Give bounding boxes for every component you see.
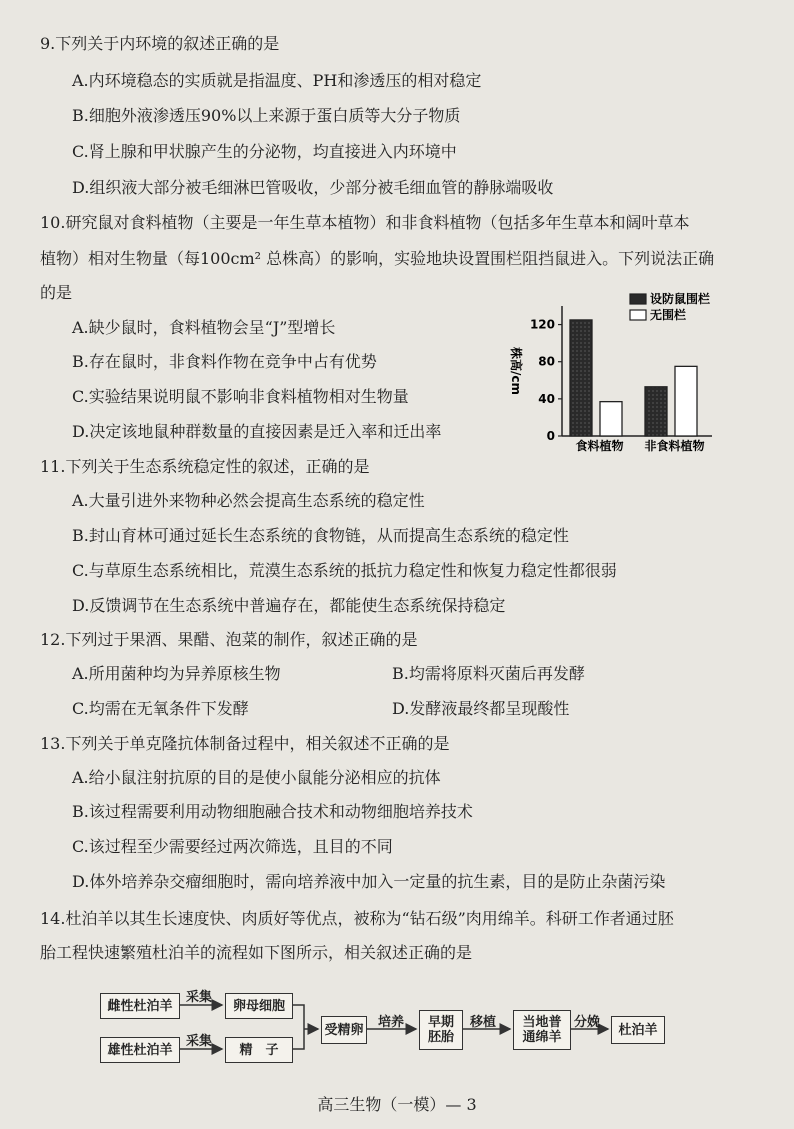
collect-label-top: 采集 — [186, 990, 213, 1005]
q10-stem-line1: 10.研究鼠对食料植物（主要是一年生草本植物）和非食料植物（包括多年生草本和阔叶草本 — [40, 213, 690, 232]
q13-option-c: C.该过程至少需要经过两次筛选，且目的不同 — [72, 837, 393, 856]
q11-option-b: B.封山育林可通过延长生态系统的食物链，从而提高生态系统的稳定性 — [72, 526, 569, 545]
category-label-0: 食料植物 — [575, 439, 624, 453]
legend-label-0: 设防鼠围栏 — [650, 292, 711, 306]
q12-stem: 12.下列过于果酒、果醋、泡菜的制作，叙述正确的是 — [40, 630, 418, 649]
page-footer: 高三生物（一模）— 3 — [317, 1095, 477, 1114]
q10-option-c: C.实验结果说明鼠不影响非食料植物相对生物量 — [72, 387, 409, 406]
early-embryo-box: 早期 胚胎 — [419, 1010, 463, 1050]
y-tick-label: 120 — [529, 317, 555, 332]
birth-label: 分娩 — [574, 1015, 601, 1030]
q10-option-d: D.决定该地鼠种群数量的直接因素是迁入率和迁出率 — [72, 422, 442, 441]
male-dorper-box: 雄性杜泊羊 — [100, 1037, 180, 1063]
legend-label-1: 无围栏 — [650, 308, 687, 322]
q9-option-c: C.肾上腺和甲状腺产生的分泌物，均直接进入内环境中 — [72, 142, 457, 161]
q10-option-a: A.缺少鼠时，食料植物会呈“J”型增长 — [72, 318, 336, 337]
q10-stem-line3: 的是 — [40, 283, 73, 302]
q11-option-a: A.大量引进外来物种必然会提高生态系统的稳定性 — [72, 491, 425, 510]
q13-option-b: B.该过程需要利用动物细胞融合技术和动物细胞培养技术 — [72, 802, 473, 821]
q12-option-d: D.发酵液最终都呈现酸性 — [392, 699, 570, 718]
culture-label: 培养 — [378, 1015, 405, 1030]
q10-option-b: B.存在鼠时，非食料作物在竞争中占有优势 — [72, 352, 377, 371]
q12-option-a: A.所用菌种均为异养原核生物 — [72, 664, 281, 683]
category-label-1: 非食料植物 — [644, 439, 705, 453]
q14-stem-line1: 14.杜泊羊以其生长速度快、肉质好等优点，被称为“钻石级”肉用绵羊。科研工作者通过胚 — [40, 909, 674, 928]
oocyte-box: 卵母细胞 — [225, 993, 293, 1019]
q14-stem-line2: 胎工程快速繁殖杜泊羊的流程如下图所示，相关叙述正确的是 — [40, 943, 473, 962]
dorper-result-box: 杜泊羊 — [611, 1016, 665, 1044]
q13-stem: 13.下列关于单克隆抗体制备过程中，相关叙述不正确的是 — [40, 734, 450, 753]
transplant-label: 移植 — [470, 1015, 497, 1030]
bracket-join — [292, 1005, 304, 1049]
collect-label-bottom: 采集 — [186, 1034, 213, 1049]
q10-stem-line2: 植物）相对生物量（每100cm² 总株高）的影响，实验地块设置围栏阻挡鼠进入。下列说法正确 — [40, 249, 715, 268]
q11-option-d: D.反馈调节在生态系统中普遍存在，都能使生态系统保持稳定 — [72, 596, 506, 615]
q9-stem: 9.下列关于内环境的叙述正确的是 — [40, 34, 280, 53]
y-tick-label: 40 — [538, 391, 555, 406]
y-tick-label: 80 — [538, 354, 555, 369]
zygote-box: 受精卵 — [321, 1016, 367, 1044]
q12-option-c: C.均需在无氧条件下发酵 — [72, 699, 249, 718]
female-dorper-box: 雌性杜泊羊 — [100, 993, 180, 1019]
q9-option-a: A.内环境稳态的实质就是指温度、PH和渗透压的相对稳定 — [72, 71, 482, 90]
q9-option-b: B.细胞外液渗透压90%以上来源于蛋白质等大分子物质 — [72, 106, 461, 125]
q11-option-c: C.与草原生态系统相比，荒漠生态系统的抵抗力稳定性和恢复力稳定性都很弱 — [72, 561, 617, 580]
y-axis-label: 株高/cm — [509, 346, 523, 396]
q13-option-d: D.体外培养杂交瘤细胞时，需向培养液中加入一定量的抗生素，目的是防止杂菌污染 — [72, 872, 666, 891]
sperm-box: 精 子 — [225, 1037, 293, 1063]
q12-option-b: B.均需将原料灭菌后再发酵 — [392, 664, 585, 683]
q11-stem: 11.下列关于生态系统稳定性的叙述，正确的是 — [40, 457, 370, 476]
q9-option-d: D.组织液大部分被毛细淋巴管吸收，少部分被毛细血管的静脉端吸收 — [72, 178, 554, 197]
recipient-sheep-box: 当地普 通绵羊 — [513, 1010, 571, 1050]
y-tick-label: 0 — [546, 429, 555, 443]
q13-option-a: A.给小鼠注射抗原的目的是使小鼠能分泌相应的抗体 — [72, 768, 441, 787]
